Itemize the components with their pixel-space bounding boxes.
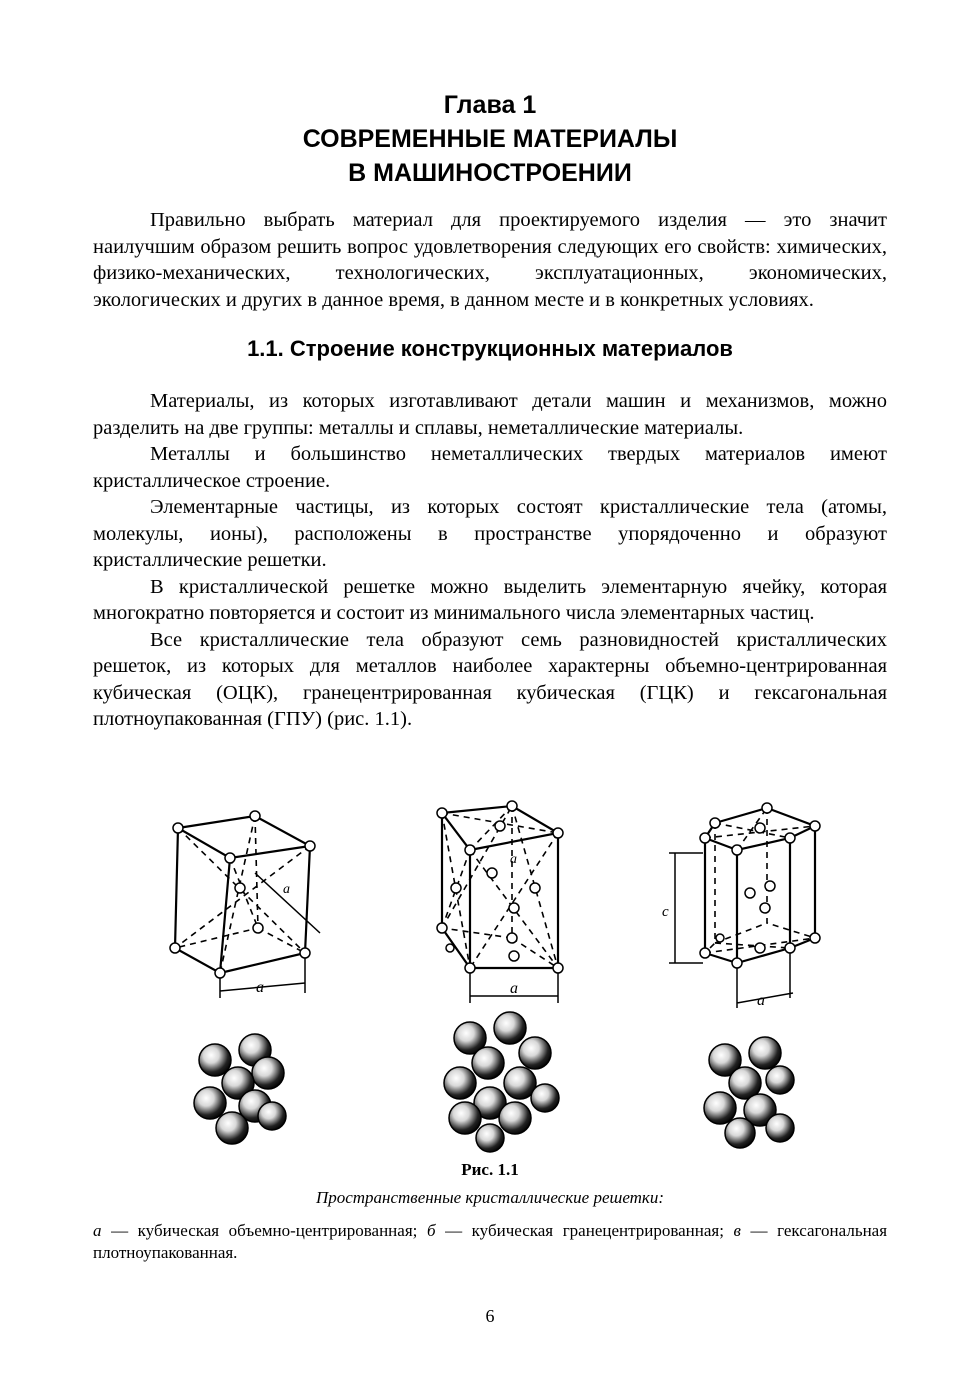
figure-title: Пространственные кристаллические решетки: — [315, 1188, 665, 1207]
legend-letter-v: в — [733, 1221, 741, 1240]
legend-letter-a: а — [93, 1221, 102, 1240]
legend-text-v: — гексагональная плотноупакованная. — [93, 1221, 888, 1262]
legend-text-a: — кубическая объемно-центрированная; — [111, 1221, 418, 1240]
fcc-diag-label: a — [510, 852, 517, 867]
bcc-a-label: a — [256, 979, 264, 996]
bcc-ball-model — [194, 1034, 286, 1144]
chapter-number: Глава 1 — [443, 91, 537, 119]
hcp-ball-model — [704, 1037, 794, 1148]
lattice-drawings — [160, 798, 840, 1153]
chapter-heading — [93, 88, 887, 190]
fcc-ball-model — [444, 1012, 559, 1152]
page-body — [93, 88, 887, 733]
figure-label: Рис. 1.1 — [461, 1160, 519, 1179]
bcc-cell-drawing — [170, 811, 320, 998]
bcc-diag-label: a — [283, 882, 290, 897]
section-paragraph: Все кристаллические тела образуют семь разновидностей кристаллических решеток, из которых для металлов наиболее характерны объемно-центрированная кубическая (ОЦК), гранецентрированная кубическая (ГЦК) и гексагональная плотноупакованная (ГПУ) (рис. 1.1). — [93, 628, 887, 730]
legend-letter-b: б — [426, 1221, 436, 1240]
fcc-a-label: a — [510, 980, 518, 997]
hcp-c-label: c — [662, 904, 669, 920]
figure-legend — [93, 1220, 887, 1264]
legend-text-b: — кубическая гранецентрированная; — [445, 1221, 724, 1240]
fcc-cell-drawing — [437, 801, 563, 1003]
page-number: 6 — [485, 1306, 495, 1326]
section-paragraph: В кристаллической решетке можно выделить элементарную ячейку, которая многократно повторяется и состоит из минимального числа элементарных частиц. — [93, 575, 887, 624]
crystal-lattice-figure — [160, 798, 840, 1153]
chapter-title-line1: СОВРЕМЕННЫЕ МАТЕРИАЛЫ — [302, 125, 678, 153]
section-paragraph: Металлы и большинство неметаллических твердых материалов имеют кристаллическое строение. — [93, 443, 887, 492]
section-title: 1.1. Строение конструкционных материалов — [247, 336, 733, 361]
section-paragraph: Элементарные частицы, из которых состоят кристаллические тела (атомы, молекулы, ионы), расположены в пространстве упорядоченно и образуют кристаллические решетки. — [93, 496, 887, 571]
intro-paragraph: Правильно выбрать материал для проектируемого изделия — это значит наилучшим образом решить вопрос удовлетворения следующих его свойств: химических, физико-механических, технологических, эксплуатационных, экономических, экологических и других в данное время, в данном месте и в конкретных условиях. — [93, 209, 887, 311]
hcp-cell-drawing — [662, 803, 820, 1009]
hcp-a-label: a — [757, 992, 765, 1009]
section-paragraph: Материалы, из которых изготавливают детали машин и механизмов, можно разделить на две группы: металлы и сплавы, неметаллические материалы. — [93, 390, 887, 439]
chapter-title-line2: В МАШИНОСТРОЕНИИ — [348, 159, 632, 187]
